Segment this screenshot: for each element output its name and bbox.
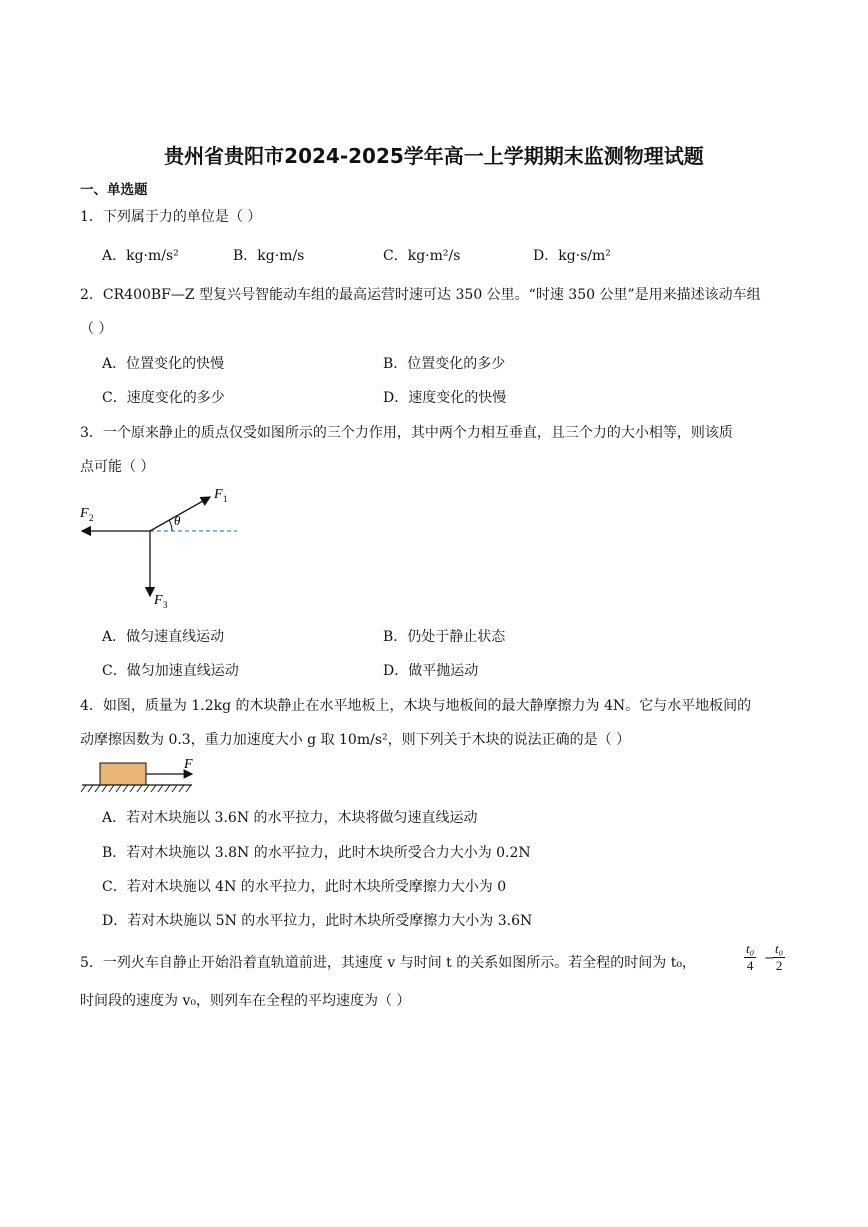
q4-option-a: A．若对木块施以 3.6N 的水平拉力，木块将做匀速直线运动: [102, 810, 478, 826]
q2-option-a: A．位置变化的快慢: [102, 356, 225, 372]
q4-option-d: D．若对木块施以 5N 的水平拉力，此时木块所受摩擦力大小为 3.6N: [102, 913, 533, 929]
question-5-stem-line1: 5．一列火车自静止开始沿着直轨道前进，其速度 v 与时间 t 的关系如图所示。若全程的时间为 t₀，: [80, 955, 696, 971]
question-3-stem-line2: 点可能（ ）: [80, 459, 155, 475]
q3-option-b: B．仍处于静止状态: [383, 629, 506, 645]
minus-sign: −: [764, 951, 775, 966]
question-2-stem-line2: （ ）: [80, 321, 113, 337]
floor-hatching: [81, 785, 191, 792]
q1-option-d: D．kg·s/m²: [533, 248, 611, 264]
q1-option-a: A．kg·m/s²: [102, 248, 179, 264]
q2-option-b: B．位置变化的多少: [383, 356, 506, 372]
angle-arc: [169, 520, 172, 531]
q4-option-b: B．若对木块施以 3.8N 的水平拉力，此时木块所受合力大小为 0.2N: [102, 845, 531, 861]
block-diagram: [80, 755, 210, 800]
question-4-stem-line2: 动摩擦因数为 0.3，重力加速度大小 g 取 10m/s²，则下列关于木块的说法正确的是（ ）: [80, 732, 631, 748]
wooden-block: [100, 763, 146, 785]
fraction-t0-over-2: $\frac{\text{t₀}}{2}$: [775, 941, 784, 973]
fraction-t0-over-4: $\frac{\text{t₀}}{4}$: [746, 941, 755, 973]
question-4-stem-line1: 4．如图，质量为 1.2kg 的木块静止在水平地板上，木块与地板间的最大静摩擦力为 4N。它与水平地板间的: [80, 698, 752, 714]
angle-label: θ: [174, 513, 181, 528]
question-1-stem: 1．下列属于力的单位是（ ）: [80, 209, 262, 225]
page-title: 贵州省贵阳市2024-2025学年高一上学期期末监测物理试题: [164, 144, 704, 168]
f1-label: F: [214, 487, 223, 502]
f3-label: F: [154, 593, 163, 608]
question-3-stem-line1: 3．一个原来静止的质点仅受如图所示的三个力作用，其中两个力相互垂直，且三个力的大小相等，则该质: [80, 425, 733, 441]
q4-option-c: C．若对木块施以 4N 的水平拉力，此时木块所受摩擦力大小为 0: [102, 879, 507, 895]
q3-option-a: A．做匀速直线运动: [102, 629, 225, 645]
svg-text:1: 1: [223, 494, 228, 504]
force-label: F: [184, 757, 193, 772]
question-5-stem-line2: 时间段的速度为 v₀，则列车在全程的平均速度为（ ）: [80, 993, 411, 1009]
q3-option-d: D．做平抛运动: [383, 663, 479, 679]
section-heading: 一、单选题: [80, 182, 148, 198]
q2-option-d: D．速度变化的快慢: [383, 390, 507, 406]
q3-option-c: C．做匀加速直线运动: [102, 663, 239, 679]
q1-option-b: B．kg·m/s: [233, 248, 305, 264]
q2-option-c: C．速度变化的多少: [102, 390, 225, 406]
question-2-stem-line1: 2．CR400BF—Z 型复兴号智能动车组的最高运营时速可达 350 公里。“时速 350 公里”是用来描述该动车组: [80, 287, 761, 303]
f2-label: F: [80, 506, 89, 521]
q1-option-c: C．kg·m²/s: [383, 248, 461, 264]
svg-text:2: 2: [89, 513, 94, 523]
force-diagram: [70, 480, 260, 615]
svg-text:3: 3: [163, 600, 168, 610]
